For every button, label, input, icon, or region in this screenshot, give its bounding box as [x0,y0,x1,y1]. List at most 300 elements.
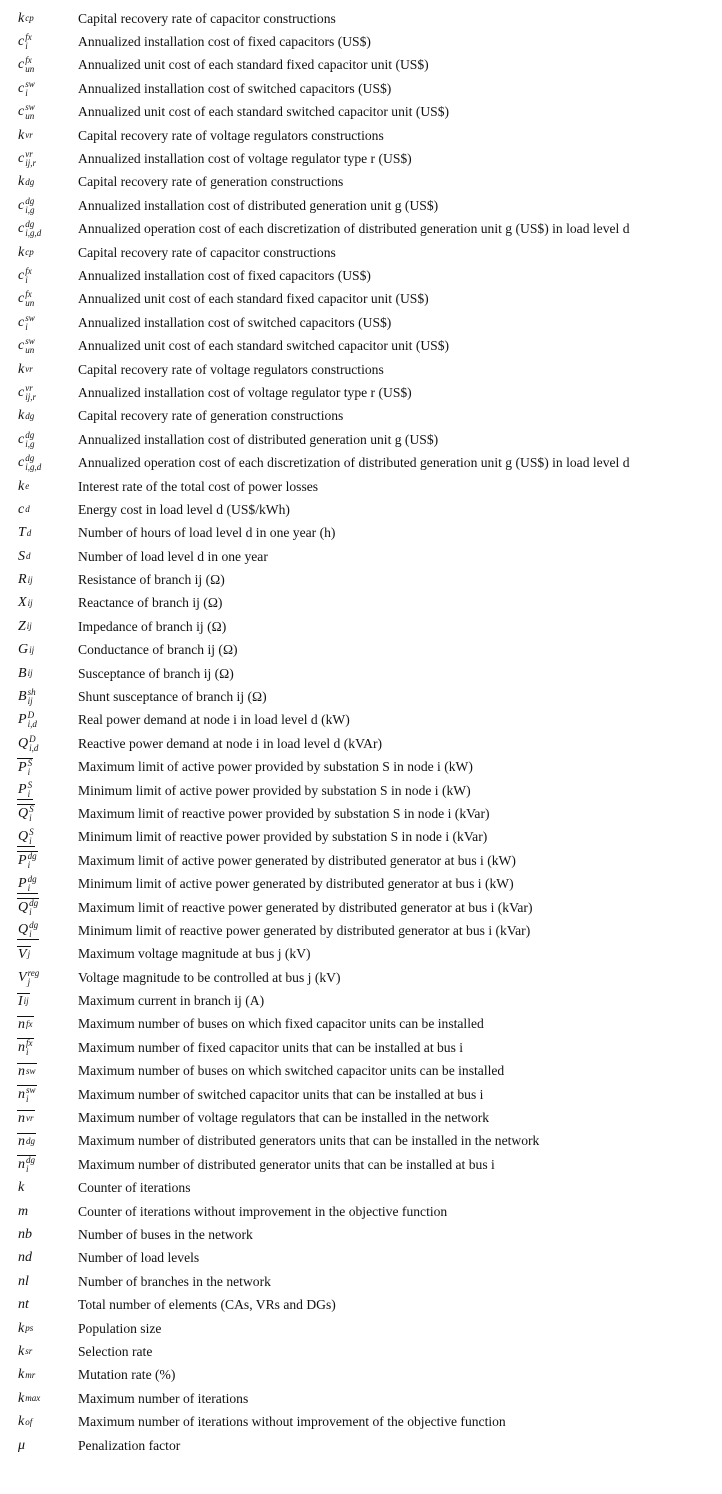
nomenclature-row [0,1340,722,1363]
symbol-scripts [26,1114,34,1123]
symbol-subscript: i,d [27,719,37,730]
symbol-body [17,619,33,635]
symbol-body [17,1227,34,1243]
symbol-subscript: ps [25,1323,34,1334]
symbol-superscript: vr [25,382,33,393]
nomenclature-row [0,1060,722,1083]
nomenclature-row [0,896,722,919]
symbol-superscript: vr [25,149,33,160]
symbol-subscript: i [26,1164,29,1175]
symbol-body [17,804,35,823]
symbol-superscript: vr [26,1113,34,1124]
symbol-base: n [18,1133,25,1149]
symbol-scripts [28,711,37,729]
symbol-scripts [25,14,34,23]
symbol [0,735,77,753]
symbol-subscript: i [29,835,32,846]
symbol-subscript: sr [25,1346,33,1357]
symbol-body [17,314,36,332]
symbol-base: k [18,361,25,377]
nomenclature-row [0,334,722,357]
symbol-subscript: i [27,882,31,893]
description: Annualized installation cost of switched capacitors (US$) [78,80,392,96]
symbol-base: nb [18,1227,32,1242]
symbol-body [17,33,33,51]
symbol-base: c [18,455,25,471]
symbol-superscript: S [29,804,34,815]
symbol-superscript: sw [26,1085,36,1096]
symbol-base: k [18,1320,25,1336]
symbol-scripts [25,1394,40,1403]
symbol-body [17,921,39,940]
symbol-subscript: i [26,1047,29,1058]
symbol-body [17,1274,31,1290]
description: Annualized unit cost of each standard switched capacitor unit (US$) [78,338,450,354]
description: Annualized installation cost of switched capacitors (US$) [78,314,392,330]
symbol-base: m [18,1203,29,1219]
symbol [0,572,77,588]
symbol-subscript: i [25,321,28,332]
symbol-scripts [26,1156,35,1174]
symbol-superscript: fx [25,289,32,300]
description: Number of branches in the network [78,1273,271,1289]
symbol-body [17,969,40,987]
description: Number of load level d in one year [78,548,268,564]
symbol-scripts [28,759,33,777]
symbol-superscript: fx [26,1038,33,1049]
symbol-body [17,1414,33,1430]
nomenclature-row [0,1106,722,1129]
symbol [0,197,77,215]
nomenclature-row [0,77,722,100]
symbol-subscript: ij [27,696,33,707]
description: Shunt susceptance of branch ij (Ω) [78,689,267,705]
symbol-base: k [18,1414,25,1430]
symbol-superscript: dg [26,1136,35,1147]
symbol-base: c [18,501,25,517]
symbol [0,804,77,823]
symbol-base: P [18,853,27,869]
description: Maximum number of distributed generator units that can be installed at bus i [78,1156,495,1172]
symbol-superscript: sw [26,1066,36,1077]
symbol-base: X [18,595,27,611]
symbol-scripts [25,248,34,257]
symbol-superscript: sw [25,312,35,323]
symbol-base: k [18,10,25,26]
symbol-body [17,454,42,472]
description: Maximum limit of active power provided by substation S in node i (kW) [78,759,473,775]
symbol-scripts [25,505,30,514]
nomenclature-row [0,475,722,498]
symbol [0,1204,77,1220]
symbol-scripts [28,669,33,678]
description: Annualized installation cost of voltage regulator type r (US$) [78,384,412,400]
nomenclature-row [0,358,722,381]
symbol [0,1155,77,1174]
symbol [0,337,77,355]
description: Real power demand at node i in load level d (kW) [78,712,350,728]
symbol-body [17,946,31,963]
symbol [0,56,77,74]
symbol-subscript: i [27,860,31,871]
symbol-scripts [25,454,41,472]
symbol-body [17,688,37,706]
description: Total number of elements (CAs, VRs and DGs) [78,1297,336,1313]
symbol-subscript: ij [27,668,33,679]
symbol [0,174,77,190]
nomenclature-row [0,709,722,732]
symbol-base: V [18,946,27,962]
symbol-scripts [29,805,34,823]
symbol-base: Q [18,922,29,938]
symbol-base: k [18,1180,25,1196]
nomenclature-row [0,732,722,755]
symbol-scripts [26,1039,33,1057]
symbol-scripts [25,365,33,374]
symbol-base: μ [18,1437,26,1453]
symbol [0,1063,77,1080]
symbol [0,1274,77,1290]
symbol [0,619,77,635]
symbol-base: c [18,221,25,237]
nomenclature-row [0,779,722,802]
symbol [0,33,77,51]
symbol-base: c [18,267,25,283]
symbol-base: S [18,548,25,564]
symbol-scripts [27,529,32,538]
symbol-scripts [25,1418,32,1427]
symbol-body [17,1180,26,1196]
description: Number of load levels [78,1250,200,1266]
symbol-subscript: ij [23,996,29,1007]
symbol-body [17,1321,34,1337]
symbol [0,1391,77,1407]
symbol-superscript: sh [27,687,36,698]
description: Capital recovery rate of capacitor constructions [78,244,336,260]
symbol-base: P [18,712,27,728]
symbol-superscript: S [27,757,33,768]
symbol [0,946,77,963]
symbol [0,688,77,706]
symbol-subscript: max [25,1393,41,1404]
symbol-body [17,711,38,729]
symbol-body [17,408,35,424]
symbol-scripts [25,431,34,449]
symbol-superscript: sw [25,102,35,113]
symbol [0,128,77,144]
symbol [0,1297,77,1313]
symbol-subscript: ij [29,644,35,655]
symbol-base: n [18,1110,25,1126]
symbol-subscript: i,g,d [25,228,42,239]
symbol-scripts [25,1347,32,1356]
symbol-base: B [18,689,27,705]
symbol-subscript: i [27,789,31,800]
nomenclature-row [0,756,722,779]
nomenclature-row [0,615,722,638]
nomenclature-row [0,639,722,662]
description: Annualized operation cost of each discretization of distributed generation unit g (US$) in load level d [78,221,630,237]
description: Impedance of branch ij (Ω) [78,618,227,634]
symbol-scripts [25,267,32,285]
symbol-body [17,431,35,449]
symbol-body [17,337,36,355]
symbol-subscript: ij,r [25,158,36,169]
symbol-scripts [28,950,31,959]
symbol [0,758,77,777]
symbol-base: n [18,1063,25,1079]
symbol-base: Q [18,735,29,751]
symbol-body [17,220,42,238]
nomenclature-row [0,943,722,966]
symbol [0,384,77,402]
description: Number of hours of load level d in one year (h) [78,525,336,541]
symbol-body [17,384,37,402]
symbol [0,80,77,98]
symbol-body [17,362,34,378]
nomenclature-row [0,1130,722,1153]
nomenclature-row [0,30,722,53]
symbol [0,1016,77,1033]
description: Penalization factor [78,1437,181,1453]
nomenclature-row [0,241,722,264]
symbol-scripts [25,131,33,140]
symbol-scripts [25,384,36,402]
symbol [0,408,77,424]
symbol-body [17,56,35,74]
symbol-superscript: D [29,733,36,744]
description: Capital recovery rate of generation constructions [78,174,344,190]
description: Reactance of branch ij (Ω) [78,595,223,611]
symbol [0,969,77,987]
symbol-subscript: mr [25,1369,36,1380]
symbol-body [17,1155,36,1174]
symbol-body [17,781,33,800]
symbol-subscript: dg [25,176,35,187]
nomenclature-row [0,802,722,825]
symbol-scripts [25,220,41,238]
symbol-base: n [18,1087,25,1103]
symbol-scripts [25,1371,35,1380]
symbol-scripts [25,290,34,308]
symbol-scripts [27,622,32,631]
nomenclature-row [0,1200,722,1223]
symbol [0,1180,77,1196]
symbol-base: B [18,665,27,681]
symbol-superscript: S [27,780,33,791]
symbol-body [17,898,39,917]
description: Annualized unit cost of each standard fixed capacitor unit (US$) [78,57,429,73]
symbol [0,1227,77,1243]
symbol-base: nt [18,1297,29,1313]
symbol-subscript: ij [27,574,33,585]
symbol [0,479,77,495]
symbol-superscript: dg [25,429,35,440]
symbol [0,549,77,565]
symbol [0,1110,77,1127]
description: Selection rate [78,1343,153,1359]
nomenclature-row [0,428,722,451]
nomenclature-row [0,288,722,311]
symbol-scripts [26,552,31,561]
nomenclature-row [0,662,722,685]
description: Maximum number of iterations [78,1390,249,1406]
symbol-body [17,174,35,190]
symbol-scripts [25,337,35,355]
symbol-superscript: dg [27,873,37,884]
description: Number of buses in the network [78,1227,253,1242]
symbol-subscript: i,g,d [25,462,42,473]
symbol-base: k [18,174,25,190]
symbol-body [17,666,34,682]
symbol-body [17,128,34,144]
description: Minimum limit of reactive power provided by substation S in node i (kVar) [78,829,488,845]
symbol-scripts [29,735,38,753]
symbol [0,711,77,729]
description: Minimum limit of reactive power generated by distributed generator at bus i (kVar) [78,922,531,938]
description: Annualized unit cost of each standard switched capacitor unit (US$) [78,104,450,120]
symbol-scripts [25,197,34,215]
symbol-superscript: fx [25,55,32,66]
symbol-subscript: i [26,1094,29,1105]
symbol-scripts [25,103,35,121]
symbol-superscript: dg [29,920,39,931]
nomenclature-row [0,1364,722,1387]
nomenclature-row [0,989,722,1012]
symbol-body [17,1016,34,1033]
symbol-base: k [18,244,25,260]
symbol-base: nd [18,1250,32,1266]
symbol-subscript: of [25,1416,33,1427]
nomenclature-row [0,1013,722,1036]
symbol [0,220,77,238]
symbol-base: Q [18,806,29,822]
symbol-base: P [18,875,27,891]
symbol-body [17,1297,31,1313]
symbol-base: P [18,759,27,775]
symbol-subscript: ij,r [25,391,36,402]
description: Population size [78,1320,162,1336]
symbol-subscript: i,d [29,742,39,753]
description: Maximum number of buses on which switched capacitor units can be installed [78,1063,505,1079]
symbol-body [17,549,32,565]
symbol [0,1250,77,1266]
nomenclature-row [0,171,722,194]
symbol-body [17,1204,30,1220]
symbol [0,595,77,611]
symbol [0,1438,77,1454]
symbol-base: n [18,1040,25,1056]
symbol-subscript: ij [26,621,32,632]
nomenclature-row [0,1223,722,1246]
description: Susceptance of branch ij (Ω) [78,665,234,681]
symbol-subscript: i [29,813,32,824]
symbol-body [17,1110,35,1127]
symbol-base: c [18,338,25,354]
description: Annualized installation cost of fixed capacitors (US$) [78,34,371,50]
nomenclature-row [0,522,722,545]
symbol-superscript: dg [25,195,35,206]
description: Maximum number of switched capacitor units that can be installed at bus i [78,1086,484,1102]
description: Reactive power demand at node i in load level d (kVAr) [78,735,383,751]
symbol-base: n [18,1157,25,1173]
description: Capital recovery rate of voltage regulators constructions [78,127,384,143]
symbol-scripts [24,997,29,1006]
symbol-subscript: j [27,949,31,960]
nomenclature-row [0,1434,722,1457]
symbol-subscript: un [25,345,35,356]
description: Maximum limit of reactive power generated by distributed generator at bus i (kVar) [78,899,533,915]
symbol-base: c [18,197,25,213]
symbol-subscript: d [26,551,31,562]
nomenclature-row [0,194,722,217]
symbol [0,993,77,1010]
symbol-body [17,1367,36,1383]
symbol-base: I [18,993,23,1009]
symbol-body [17,1391,41,1407]
description: Maximum voltage magnitude at bus j (kV) [78,946,311,962]
nomenclature-row [0,568,722,591]
symbol-subscript: ij [27,597,33,608]
symbol [0,11,77,27]
description: Maximum limit of active power generated by distributed generator at bus i (kW) [78,852,516,868]
symbol-superscript: dg [26,1155,35,1166]
nomenclature-row [0,545,722,568]
symbol-body [17,502,31,518]
symbol-subscript: i [27,766,31,777]
symbol-scripts [25,314,35,332]
symbol-base: k [18,478,25,494]
description: Capital recovery rate of voltage regulators constructions [78,361,384,377]
symbol-superscript: fx [26,1019,33,1030]
symbol-scripts [29,646,34,655]
description: Minimum limit of active power generated by distributed generator at bus i (kW) [78,876,514,892]
symbol-body [17,642,35,658]
symbol-body [17,150,37,168]
symbol-scripts [28,875,37,893]
nomenclature-row [0,826,722,849]
symbol [0,103,77,121]
symbol-subscript: dg [25,410,35,421]
description: Conductance of branch ij (Ω) [78,642,238,658]
symbol-base: c [18,151,25,167]
symbol-scripts [28,576,33,585]
description: Annualized installation cost of distributed generation unit g (US$) [78,431,439,447]
nomenclature-row [0,498,722,521]
description: Interest rate of the total cost of power losses [78,478,319,494]
symbol [0,875,77,894]
symbol-base: Z [18,618,26,634]
description: Annualized installation cost of distributed generation unit g (US$) [78,197,439,213]
symbol [0,781,77,800]
symbol-scripts [26,1137,35,1146]
nomenclature-row [0,919,722,942]
description: Counter of iterations without improvement in the objective function [78,1203,448,1219]
symbol-base: k [18,1390,25,1406]
nomenclature-row [0,7,722,30]
description: Annualized installation cost of voltage regulator type r (US$) [78,151,412,167]
symbol-scripts [28,781,33,799]
symbol-base: R [18,572,27,588]
symbol [0,1085,77,1104]
symbol-base: c [18,384,25,400]
symbol-superscript: dg [27,851,37,862]
symbol [0,1133,77,1150]
description: Resistance of branch ij (Ω) [78,572,225,588]
symbol [0,921,77,940]
symbol-scripts [29,899,38,917]
symbol-scripts [29,828,34,846]
